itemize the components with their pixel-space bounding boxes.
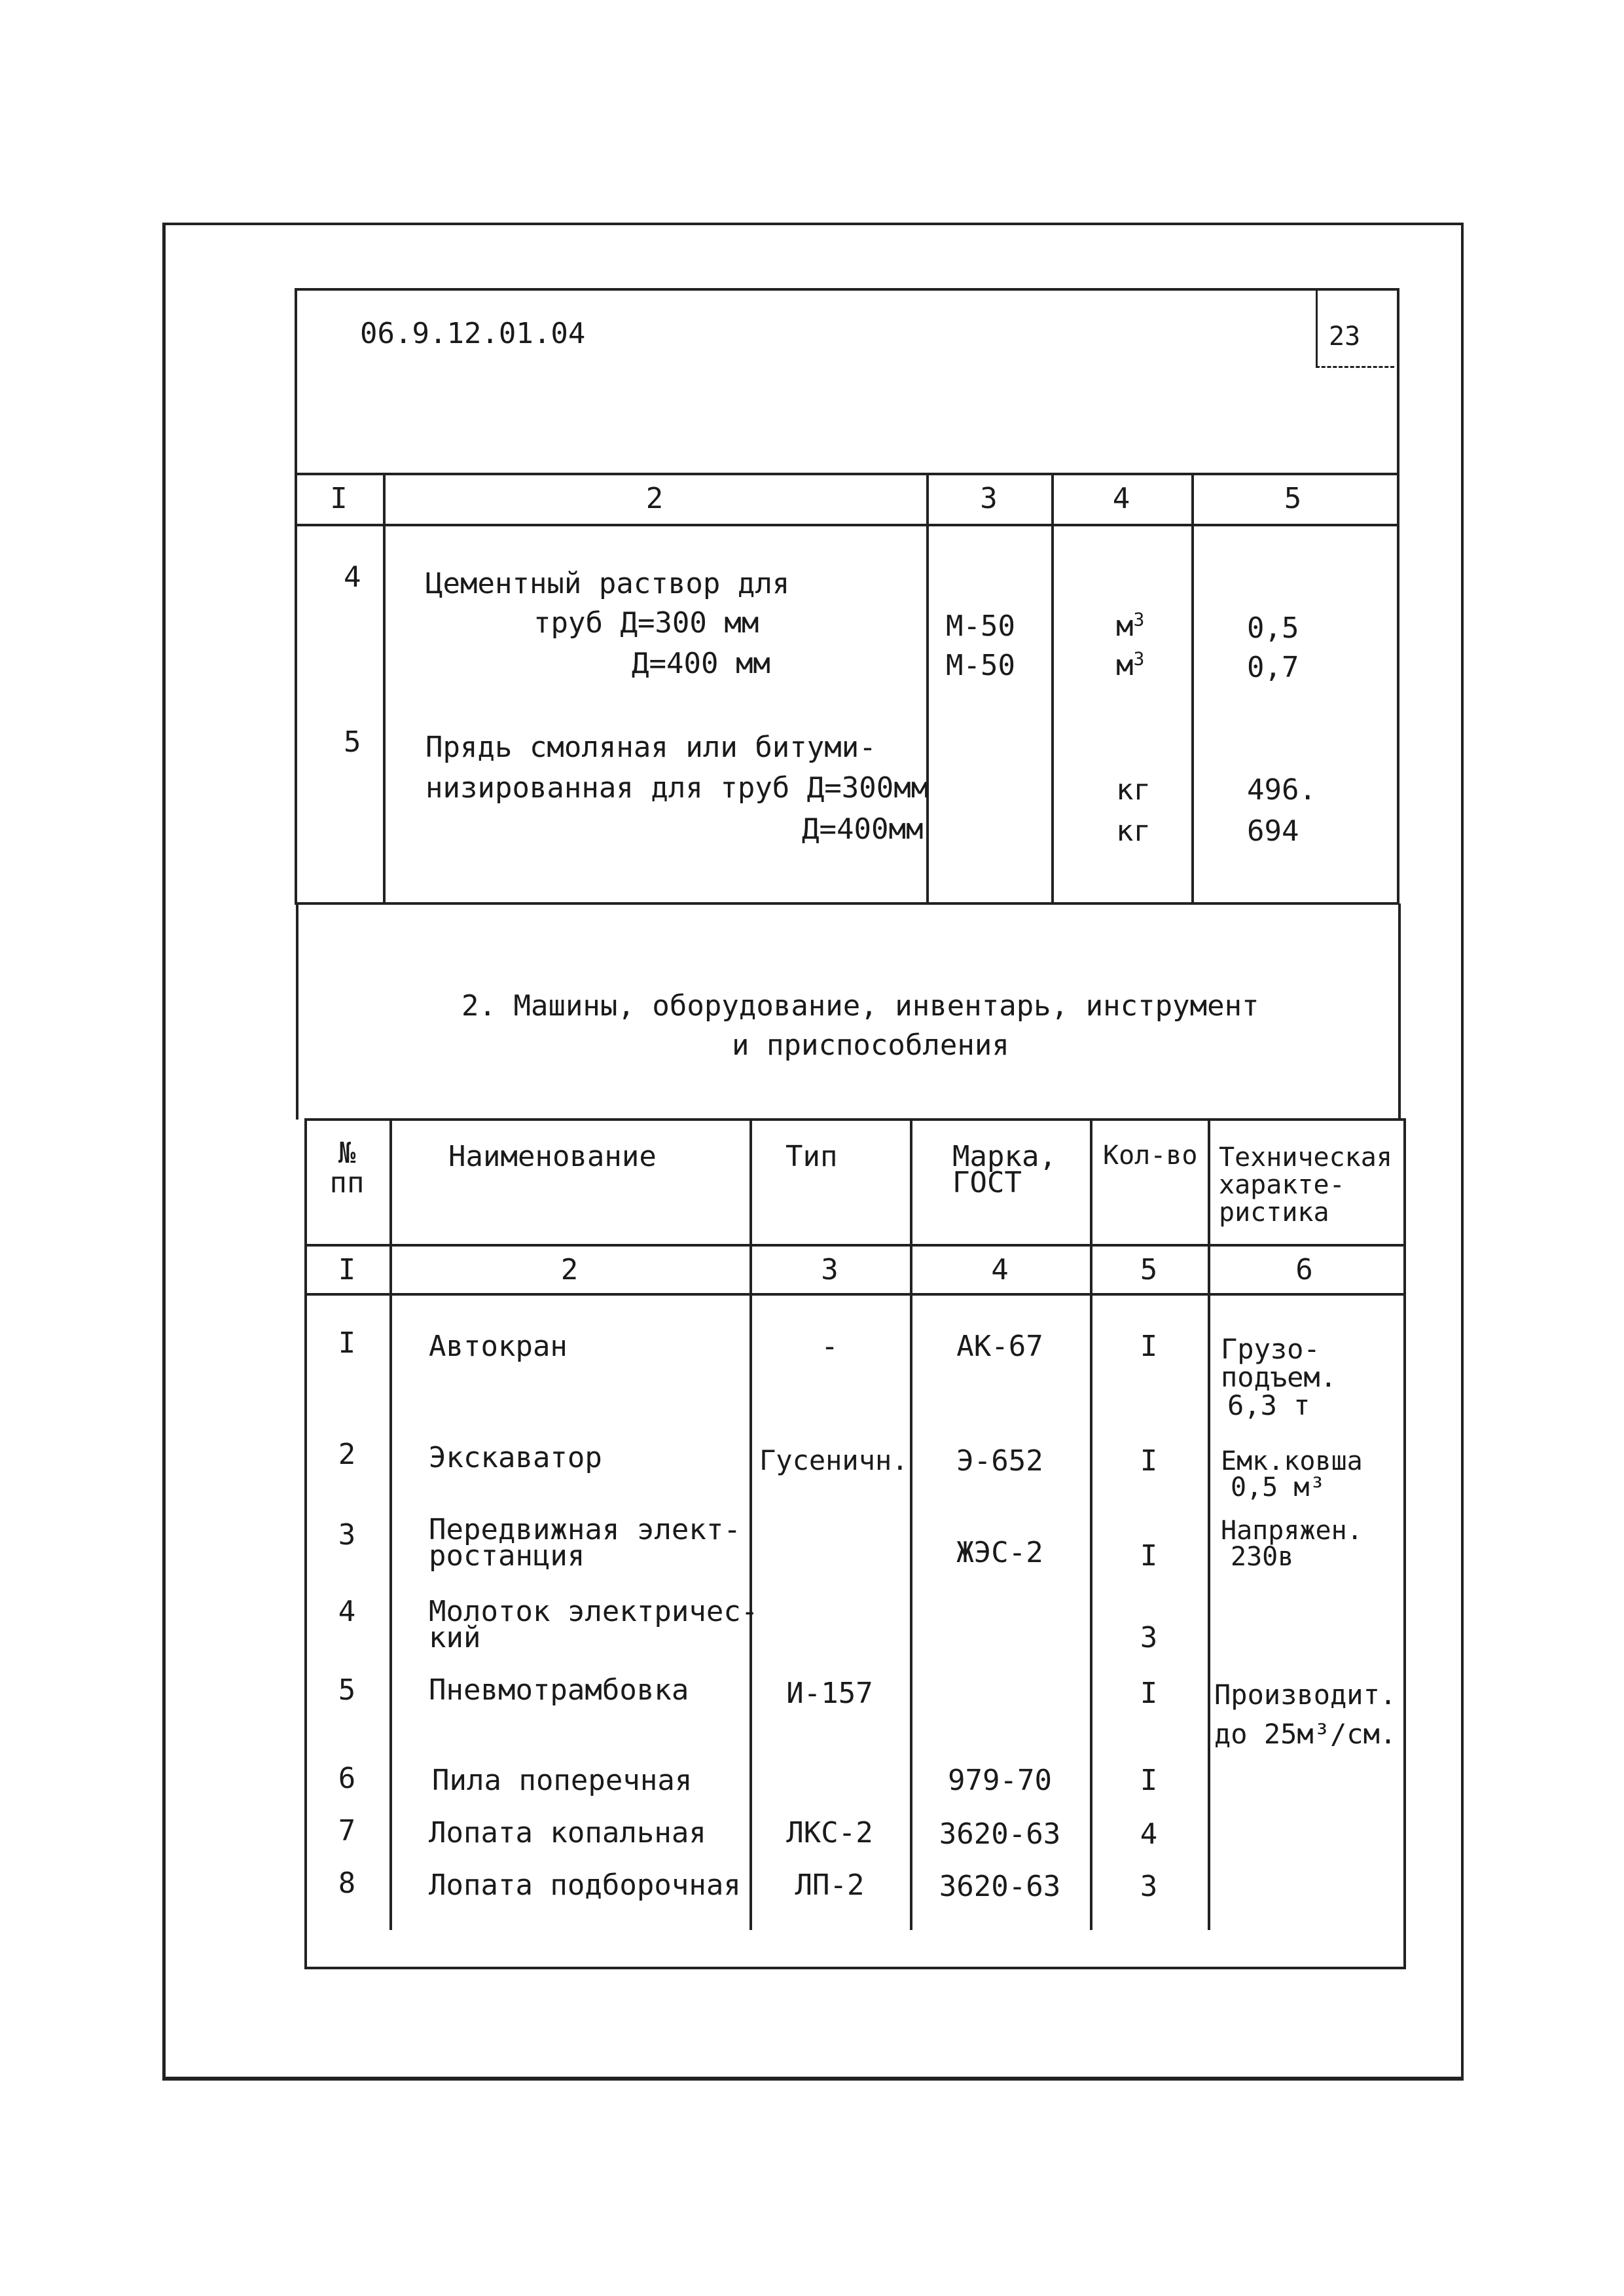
table2-colnum-3: 3 [821, 1253, 839, 1286]
unit-sup: 3 [1133, 608, 1145, 630]
table2-header-tech-2: характе- [1219, 1170, 1345, 1200]
section2-title-line1: 2. Машины, оборудование, инвентарь, инструмент [461, 989, 1259, 1023]
table1-row4-mark2: М-50 [946, 649, 1015, 682]
table2-row1-name: Автокран [429, 1330, 568, 1363]
table2-row8-name: Лопата подборочная [429, 1868, 741, 1902]
table2-header-qty: Кол-во [1103, 1140, 1198, 1171]
table2-row1-type: - [821, 1330, 839, 1363]
table2-row7-qty: 4 [1140, 1817, 1158, 1851]
table2-header-mark-1: Марка, [952, 1140, 1056, 1173]
table2-row1-tech-2: подъем. [1221, 1361, 1337, 1393]
table2-row4-name-2: кий [429, 1621, 481, 1654]
table2-row2-qty: I [1140, 1444, 1158, 1478]
table1-colnum-2: 2 [645, 482, 664, 515]
table1-row4-qty2: 0,7 [1247, 651, 1299, 684]
table2-row6-qty: I [1140, 1764, 1158, 1797]
table2-row2-name: Экскаватор [429, 1441, 602, 1474]
table2-row6-mark: 979-70 [948, 1764, 1052, 1797]
table2-row7-num: 7 [338, 1814, 356, 1848]
table2-row6-name: Пила поперечная [432, 1764, 693, 1797]
table2-header-type: Тип [785, 1140, 838, 1173]
table1-row5-line2: низированная для труб Д=300мм [425, 771, 929, 805]
table1-row4-qty1: 0,5 [1247, 611, 1299, 645]
table1-row5-line1: Прядь смоляная или битуми- [425, 731, 876, 764]
table1-colnum-5: 5 [1284, 482, 1302, 515]
table2-row3-tech-2: 230в [1231, 1542, 1294, 1572]
table1-col-divider-2 [926, 473, 929, 905]
table2-col-divider-2 [749, 1118, 752, 1930]
table1-row4-num: 4 [344, 560, 361, 594]
table1-colnum-4: 4 [1112, 482, 1130, 515]
table2-row2-tech-1: Емк.ковша [1221, 1446, 1363, 1476]
unit-sup: 3 [1133, 647, 1145, 670]
table1-row5-line3: Д=400мм [802, 812, 924, 846]
table1-row4-line2: труб Д=300 мм [533, 606, 759, 640]
table2-row8-num: 8 [338, 1867, 356, 1900]
table2-colnum-rule [304, 1293, 1406, 1296]
table2-row3-name-1: Передвижная элект- [429, 1513, 741, 1546]
table2-row1-tech-3: 6,3 т [1227, 1389, 1310, 1421]
table2-row7-mark: 3620-63 [939, 1817, 1061, 1851]
table2-row1-tech-1: Грузо- [1221, 1333, 1320, 1365]
table1-col-divider-3 [1051, 473, 1054, 905]
table2-col-divider-4 [1090, 1118, 1092, 1930]
table2-row2-num: 2 [338, 1438, 356, 1471]
table2-col-divider-5 [1208, 1118, 1210, 1930]
table2-row4-qty: 3 [1140, 1621, 1158, 1654]
table1-row4-unit1 [1116, 608, 1145, 643]
table2-row3-tech-1: Напряжен. [1221, 1516, 1363, 1546]
table2-row3-qty: I [1140, 1539, 1158, 1573]
table1-row5-qty1: 496. [1247, 773, 1316, 807]
table2-row4-name-1: Молоток электричес- [429, 1595, 759, 1628]
table2-row5-qty: I [1140, 1677, 1158, 1710]
table2-row5-tech-2: до 25м³/см. [1214, 1718, 1397, 1750]
table2-col-divider-1 [389, 1118, 392, 1930]
table2-colnum-1: I [338, 1253, 356, 1286]
table2-row7-type: ЛКС-2 [786, 1816, 873, 1850]
table1-row5-unit2: кг [1116, 814, 1151, 848]
page-number: 23 [1329, 321, 1361, 352]
table1-row4-unit2 [1116, 647, 1145, 682]
section2-title-line2: и приспособления [732, 1029, 1009, 1062]
table2-row6-num: 6 [338, 1762, 356, 1795]
table2-header-tech-3: ристика [1219, 1197, 1329, 1228]
header-box [295, 288, 1399, 475]
table1-col-divider-4 [1191, 473, 1194, 905]
table1-row4-line3: Д=400 мм [632, 647, 770, 680]
table2-row5-num: 5 [338, 1673, 356, 1707]
table1-row5-unit1: кг [1116, 773, 1151, 807]
table2-row1-qty: I [1140, 1330, 1158, 1363]
table2-row5-name: Пневмотрамбовка [429, 1673, 689, 1707]
table1-row5-qty2: 694 [1247, 814, 1299, 848]
table2-row3-num: 3 [338, 1518, 356, 1552]
table2-col-divider-3 [910, 1118, 912, 1930]
table2-row5-type: И-157 [786, 1677, 873, 1710]
table2-header-mark-2: ГОСТ [952, 1166, 1022, 1199]
table2-header-rule [304, 1244, 1406, 1247]
table1-colnum-1: I [330, 482, 348, 515]
table2-row3-mark: ЖЭС-2 [956, 1536, 1043, 1569]
table2-row2-mark: Э-652 [956, 1444, 1043, 1478]
table2-row5-tech-1: Производит. [1214, 1679, 1397, 1711]
table1-colnum-3: 3 [980, 482, 998, 515]
table2-row4-num: 4 [338, 1595, 356, 1628]
table2-row3-name-2: ростанция [429, 1539, 585, 1573]
table2-header-name: Наименование [448, 1140, 657, 1173]
table2-colnum-2: 2 [560, 1253, 579, 1286]
table1-colnum-rule [295, 524, 1399, 526]
table2-row8-mark: 3620-63 [939, 1870, 1061, 1903]
table2-row2-tech-2: 0,5 м³ [1231, 1472, 1326, 1503]
table2-colnum-4: 4 [991, 1253, 1009, 1286]
table2-colnum-5: 5 [1140, 1253, 1158, 1286]
table2-header-num-2: пп [329, 1166, 365, 1199]
table2-row7-name: Лопата копальная [429, 1816, 706, 1850]
table1-row4-mark1: М-50 [946, 610, 1015, 643]
table2-row8-qty: 3 [1140, 1870, 1158, 1903]
table2-row1-mark: АК-67 [956, 1330, 1043, 1363]
table1-row4-line1: Цементный раствор для [425, 567, 790, 600]
doc-code: 06.9.12.01.04 [360, 317, 586, 350]
table2-header-tech-1: Техническая [1219, 1142, 1392, 1173]
table2-row8-type: ЛП-2 [795, 1868, 865, 1902]
unit-text: м [1116, 610, 1134, 643]
unit-text: м [1116, 649, 1134, 682]
table1-col-divider-1 [383, 473, 386, 905]
table2-row1-num: I [338, 1326, 356, 1360]
table2-header-num-1: № [338, 1137, 356, 1170]
table1-row5-num: 5 [344, 725, 361, 759]
table2-row2-type: Гусеничн. [759, 1444, 909, 1476]
table2-colnum-6: 6 [1295, 1253, 1313, 1286]
